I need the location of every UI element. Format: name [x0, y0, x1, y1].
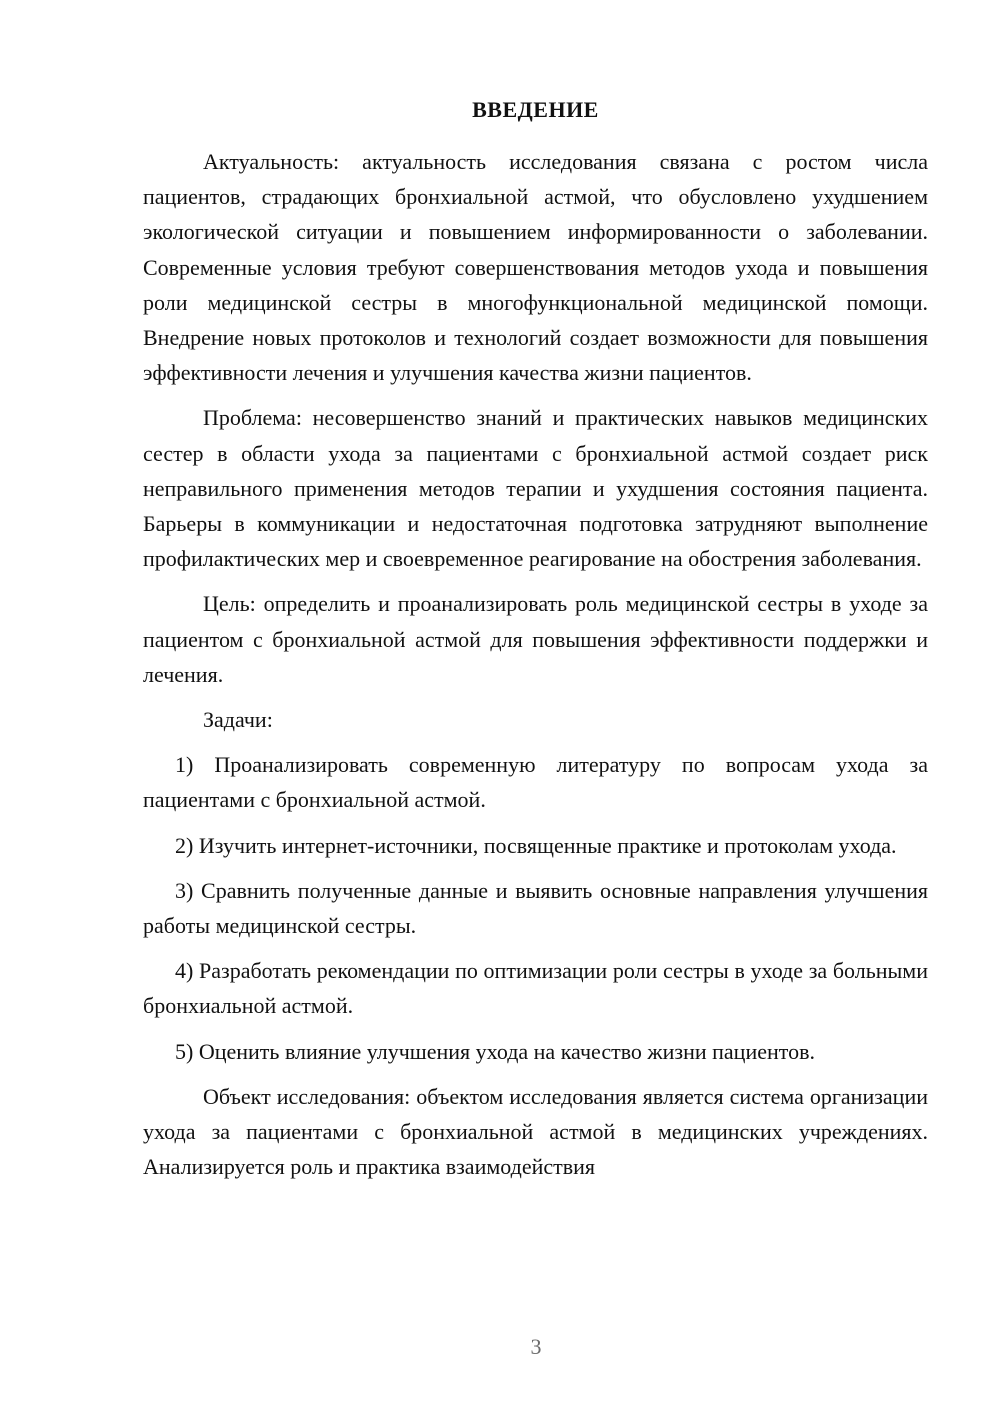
page-content: [143, 96, 928, 1194]
tasks-label: Задачи:: [203, 707, 273, 733]
task-item: 1) Проанализировать современную литературу по вопросам ухода за пациентами с бронхиальной астмой.: [143, 752, 928, 813]
task-item: 5) Оценить влияние улучшения ухода на качество жизни пациентов.: [175, 1038, 815, 1064]
object-paragraph: Объект исследования: объектом исследования является система организации ухода за пациентами с бронхиальной астмой в медицинских учреждениях. Анализируется роль и практика взаимодействия: [143, 1083, 928, 1180]
task-item: 4) Разработать рекомендации по оптимизации роли сестры в уходе за больными бронхиальной астмой.: [143, 958, 928, 1019]
section-heading: ВВЕДЕНИЕ: [472, 97, 599, 122]
problem-paragraph: Проблема: несовершенство знаний и практических навыков медицинских сестер в области ухода за пациентами с бронхиальной астмой создает риск неправильного применения методов терапии и ухудшения состояния пациента. Барьеры в коммуникации и недостаточная подготовка затрудняют выполнение профилактических мер и своевременное реагирование на обострения заболевания.: [143, 405, 928, 572]
page-number: 3: [530, 1334, 542, 1359]
relevance-paragraph: Актуальность: актуальность исследования связана с ростом числа пациентов, страдающих бронхиальной астмой, что обусловлено ухудшением экологической ситуации и повышением информированности о заболевании. Современные условия требуют совершенствования методов ухода и повышения роли медицинской сестры в многофункциональной медицинской помощи. Внедрение новых протоколов и технологий создает возможности для повышения эффективности лечения и улучшения качества жизни пациентов.: [143, 149, 928, 386]
task-item: 2) Изучить интернет-источники, посвященные практике и протоколам ухода.: [175, 832, 897, 858]
goal-paragraph: Цель: определить и проанализировать роль медицинской сестры в уходе за пациентом с бронхиальной астмой для повышения эффективности поддержки и лечения.: [143, 591, 928, 687]
task-item: 3) Сравнить полученные данные и выявить основные направления улучшения работы медицинской сестры.: [143, 877, 928, 939]
